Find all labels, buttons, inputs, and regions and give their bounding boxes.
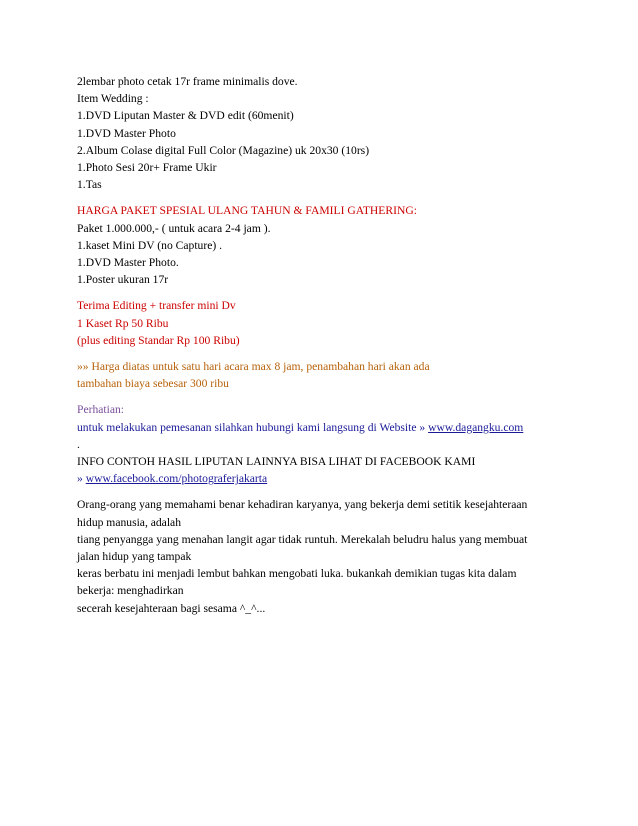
wedding-line: 2lembar photo cetak 17r frame minimalis dove.: [77, 75, 298, 88]
trailing-dot: .: [77, 437, 80, 451]
price-note-line: tambahan biaya sebesar 300 ribu: [77, 377, 229, 391]
closing-section: [77, 496, 569, 616]
closing-line: Orang-orang yang memahami benar kehadiran karyanya, yang bekerja demi setitik kesejahteraan: [77, 498, 528, 512]
special-line: 1.DVD Master Photo.: [77, 256, 179, 270]
editing-line: Terima Editing + transfer mini Dv: [77, 299, 236, 313]
order-instruction: [77, 419, 569, 436]
special-line: Paket 1.000.000,- ( untuk acara 2-4 jam ).: [77, 221, 271, 235]
attention-section: [77, 401, 569, 487]
special-line: 1.kaset Mini DV (no Capture) .: [77, 238, 223, 252]
document-body: [77, 73, 569, 626]
wedding-line: Item Wedding :: [77, 92, 149, 106]
closing-line: bekerja: menghadirkan: [77, 584, 184, 598]
facebook-line: [77, 470, 569, 487]
wedding-line: 1.Tas: [77, 178, 102, 192]
editing-line: 1 Kaset Rp 50 Ribu: [77, 316, 169, 330]
closing-line: jalan hidup yang tampak: [77, 550, 192, 564]
attention-label: Perhatian:: [77, 403, 125, 417]
closing-line: tiang penyangga yang menahan langit agar tidak runtuh. Merekalah beludru halus yang membuat: [77, 532, 528, 546]
order-text: untuk melakukan pemesanan silahkan hubungi kami langsung di Website »: [77, 420, 429, 434]
facebook-link[interactable]: www.facebook.com/photograferjakarta: [85, 472, 268, 486]
facebook-info-heading: INFO CONTOH HASIL LIPUTAN LAINNYA BISA LIHAT DI FACEBOOK KAMI: [77, 455, 476, 469]
website-link[interactable]: www.dagangku.com: [428, 420, 524, 434]
facebook-prefix: »: [77, 472, 86, 486]
wedding-line: 2.Album Colase digital Full Color (Magazine) uk 20x30 (10rs): [77, 143, 370, 157]
special-package-section: [77, 202, 569, 288]
wedding-line: 1.Photo Sesi 20r+ Frame Ukir: [77, 161, 217, 175]
price-note-section: [77, 358, 569, 392]
wedding-line: 1.DVD Master Photo: [77, 126, 176, 140]
wedding-package-section: [77, 73, 569, 193]
closing-line: secerah kesejahteraan bagi sesama ^_^...: [77, 601, 266, 615]
price-note-line: »» Harga diatas untuk satu hari acara max 8 jam, penambahan hari akan ada: [77, 360, 430, 374]
special-line: 1.Poster ukuran 17r: [77, 273, 169, 287]
editing-line: (plus editing Standar Rp 100 Ribu): [77, 333, 240, 347]
wedding-line: 1.DVD Liputan Master & DVD edit (60menit): [77, 109, 294, 123]
closing-line: keras berbatu ini menjadi lembut bahkan mengobati luka. bukankah demikian tugas kita dalam: [77, 567, 517, 581]
closing-line: hidup manusia, adalah: [77, 515, 181, 529]
special-package-heading: HARGA PAKET SPESIAL ULANG TAHUN & FAMILI GATHERING:: [77, 204, 417, 218]
editing-section: [77, 297, 569, 349]
